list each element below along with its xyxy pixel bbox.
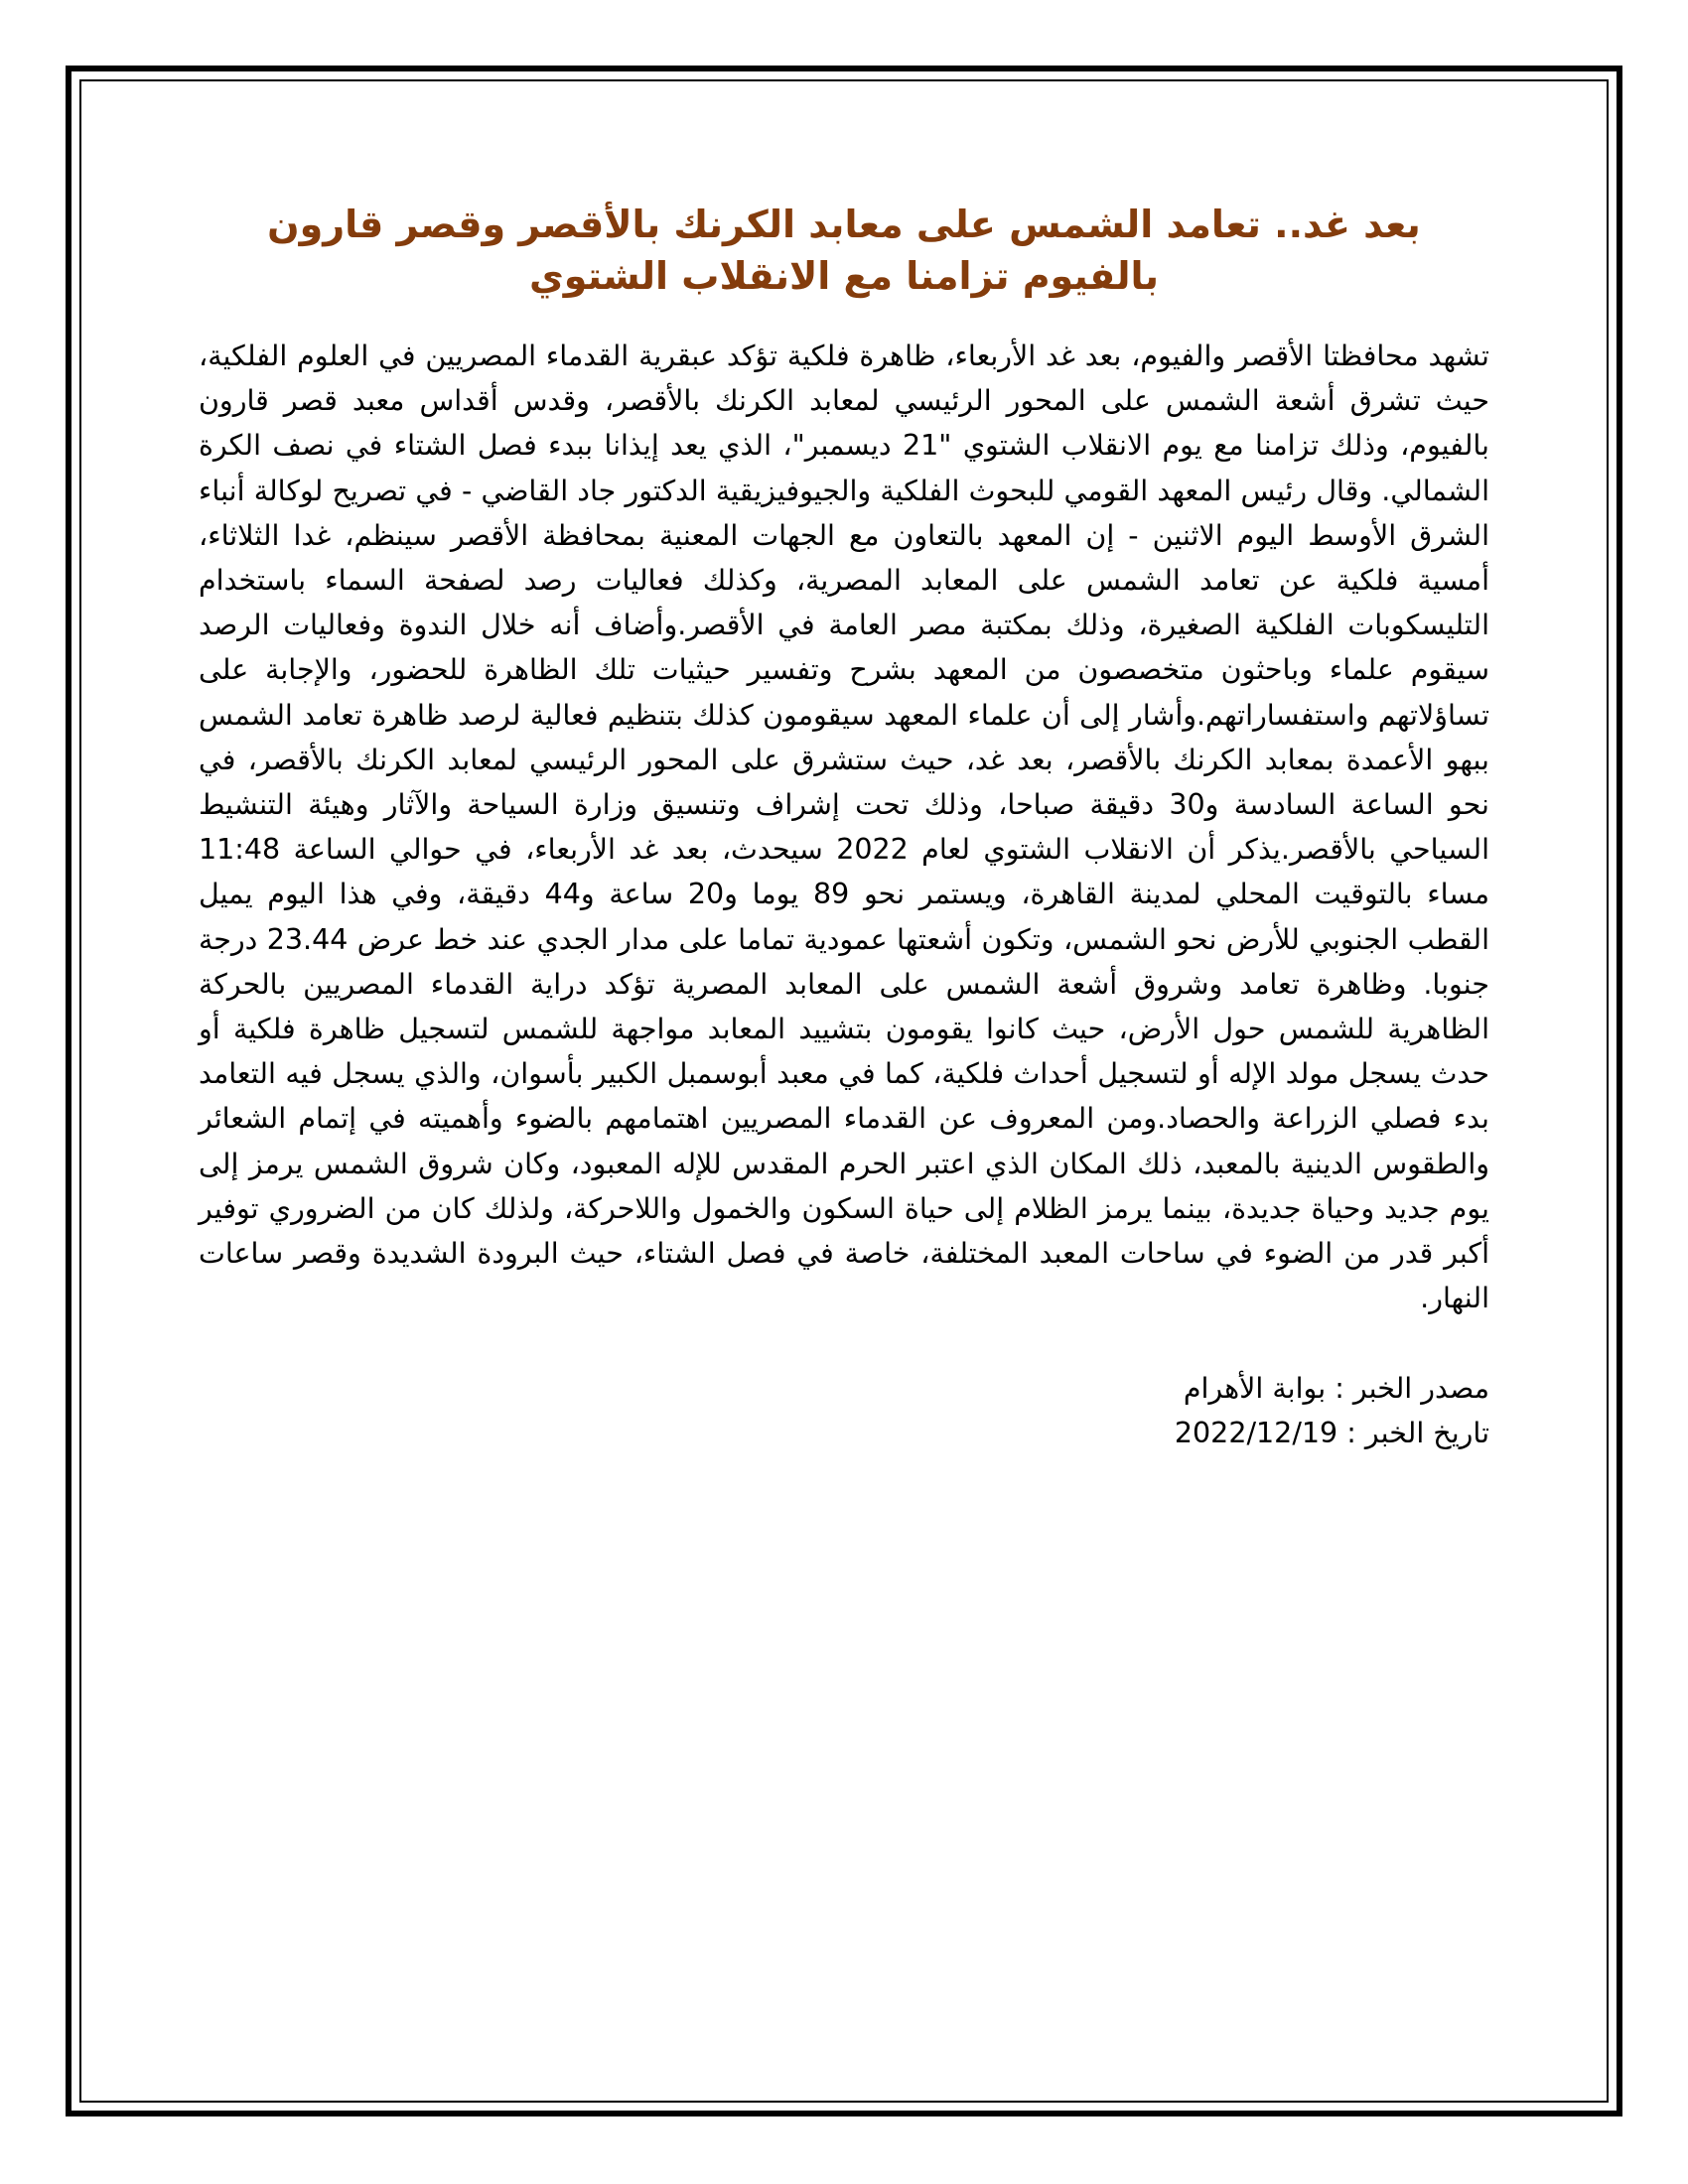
article — [199, 199, 1489, 1455]
news-source: مصدر الخبر : بوابة الأهرام — [1183, 1372, 1489, 1406]
article-body: تشهد محافظتا الأقصر والفيوم، بعد غد الأربعاء، ظاهرة فلكية تؤكد عبقرية القدماء المصريين في العلوم الفلكية، حيث تشرق أشعة الشمس على المحور الرئيسي لمعابد الكرنك بالأقصر، وقدس أقداس معبد قصر قارون بالفيوم، وذلك تزامنا مع يوم الانقلاب الشتوي "21 ديسمبر"، الذي يعد إيذانا ببدء فصل الشتاء في نصف الكرة الشمالي. وقال رئيس المعهد القومي للبحوث الفلكية والجيوفيزيقية الدكتور جاد القاضي - في تصريح لوكالة أنباء الشرق الأوسط اليوم الاثنين - إن المعهد بالتعاون مع الجهات المعنية بمحافظة الأقصر سينظم، غدا الثلاثاء، أمسية فلكية عن تعامد الشمس على المعابد المصرية، وكذلك فعاليات رصد لصفحة السماء باستخدام التليسكوبات الفلكية الصغيرة، وذلك بمكتبة مصر العامة في الأقصر.وأضاف أنه خلال الندوة وفعاليات الرصد سيقوم علماء وباحثون متخصصون من المعهد بشرح وتفسير حيثيات تلك الظاهرة للحضور، والإجابة على تساؤلاتهم واستفساراتهم.وأشار إلى أن علماء المعهد سيقومون كذلك بتنظيم فعالية لرصد ظاهرة تعامد الشمس ببهو الأعمدة بمعابد الكرنك بالأقصر، بعد غد، حيث ستشرق على المحور الرئيسي لمعابد الكرنك بالأقصر، في نحو الساعة السادسة و30 دقيقة صباحا، وذلك تحت إشراف وتنسيق وزارة السياحة والآثار وهيئة التنشيط السياحي بالأقصر.يذكر أن الانقلاب الشتوي لعام 2022 سيحدث، بعد غد الأربعاء، في حوالي الساعة 11:48 مساء بالتوقيت المحلي لمدينة القاهرة، ويستمر نحو 89 يوما و20 ساعة و44 دقيقة، وفي هذا اليوم يميل القطب الجنوبي للأرض نحو الشمس، وتكون أشعتها عمودية تماما على مدار الجدي عند خط عرض 23.44 درجة جنوبا. وظاهرة تعامد وشروق أشعة الشمس على المعابد المصرية تؤكد دراية القدماء المصريين بالحركة الظاهرية للشمس حول الأرض، حيث كانوا يقومون بتشييد المعابد مواجهة للشمس لتسجيل ظاهرة فلكية أو حدث يسجل مولد الإله أو لتسجيل أحداث فلكية، كما في معبد أبوسمبل الكبير بأسوان، والذي يسجل فيه التعامد بدء فصلي الزراعة والحصاد.ومن المعروف عن القدماء المصريين اهتمامهم بالضوء وأهميته في إتمام الشعائر والطقوس الدينية بالمعبد، ذلك المكان الذي اعتبر الحرم المقدس للإله المعبود، وكان شروق الشمس يرمز إلى يوم جديد وحياة جديدة، بينما يرمز الظلام إلى حياة السكون والخمول واللاحركة، ولذلك كان من الضروري توفير أكبر قدر من الضوء في ساحات المعبد المختلفة، خاصة في فصل الشتاء، حيث البرودة الشديدة وقصر ساعات النهار. — [199, 340, 1489, 1315]
news-date: تاريخ الخبر : 2022/12/19 — [1174, 1417, 1489, 1450]
article-headline: بعد غد.. تعامد الشمس على معابد الكرنك بالأقصر وقصر قارون بالفيوم تزامنا مع الانقلاب الشتوي — [267, 203, 1421, 298]
article-meta — [199, 1366, 1489, 1455]
